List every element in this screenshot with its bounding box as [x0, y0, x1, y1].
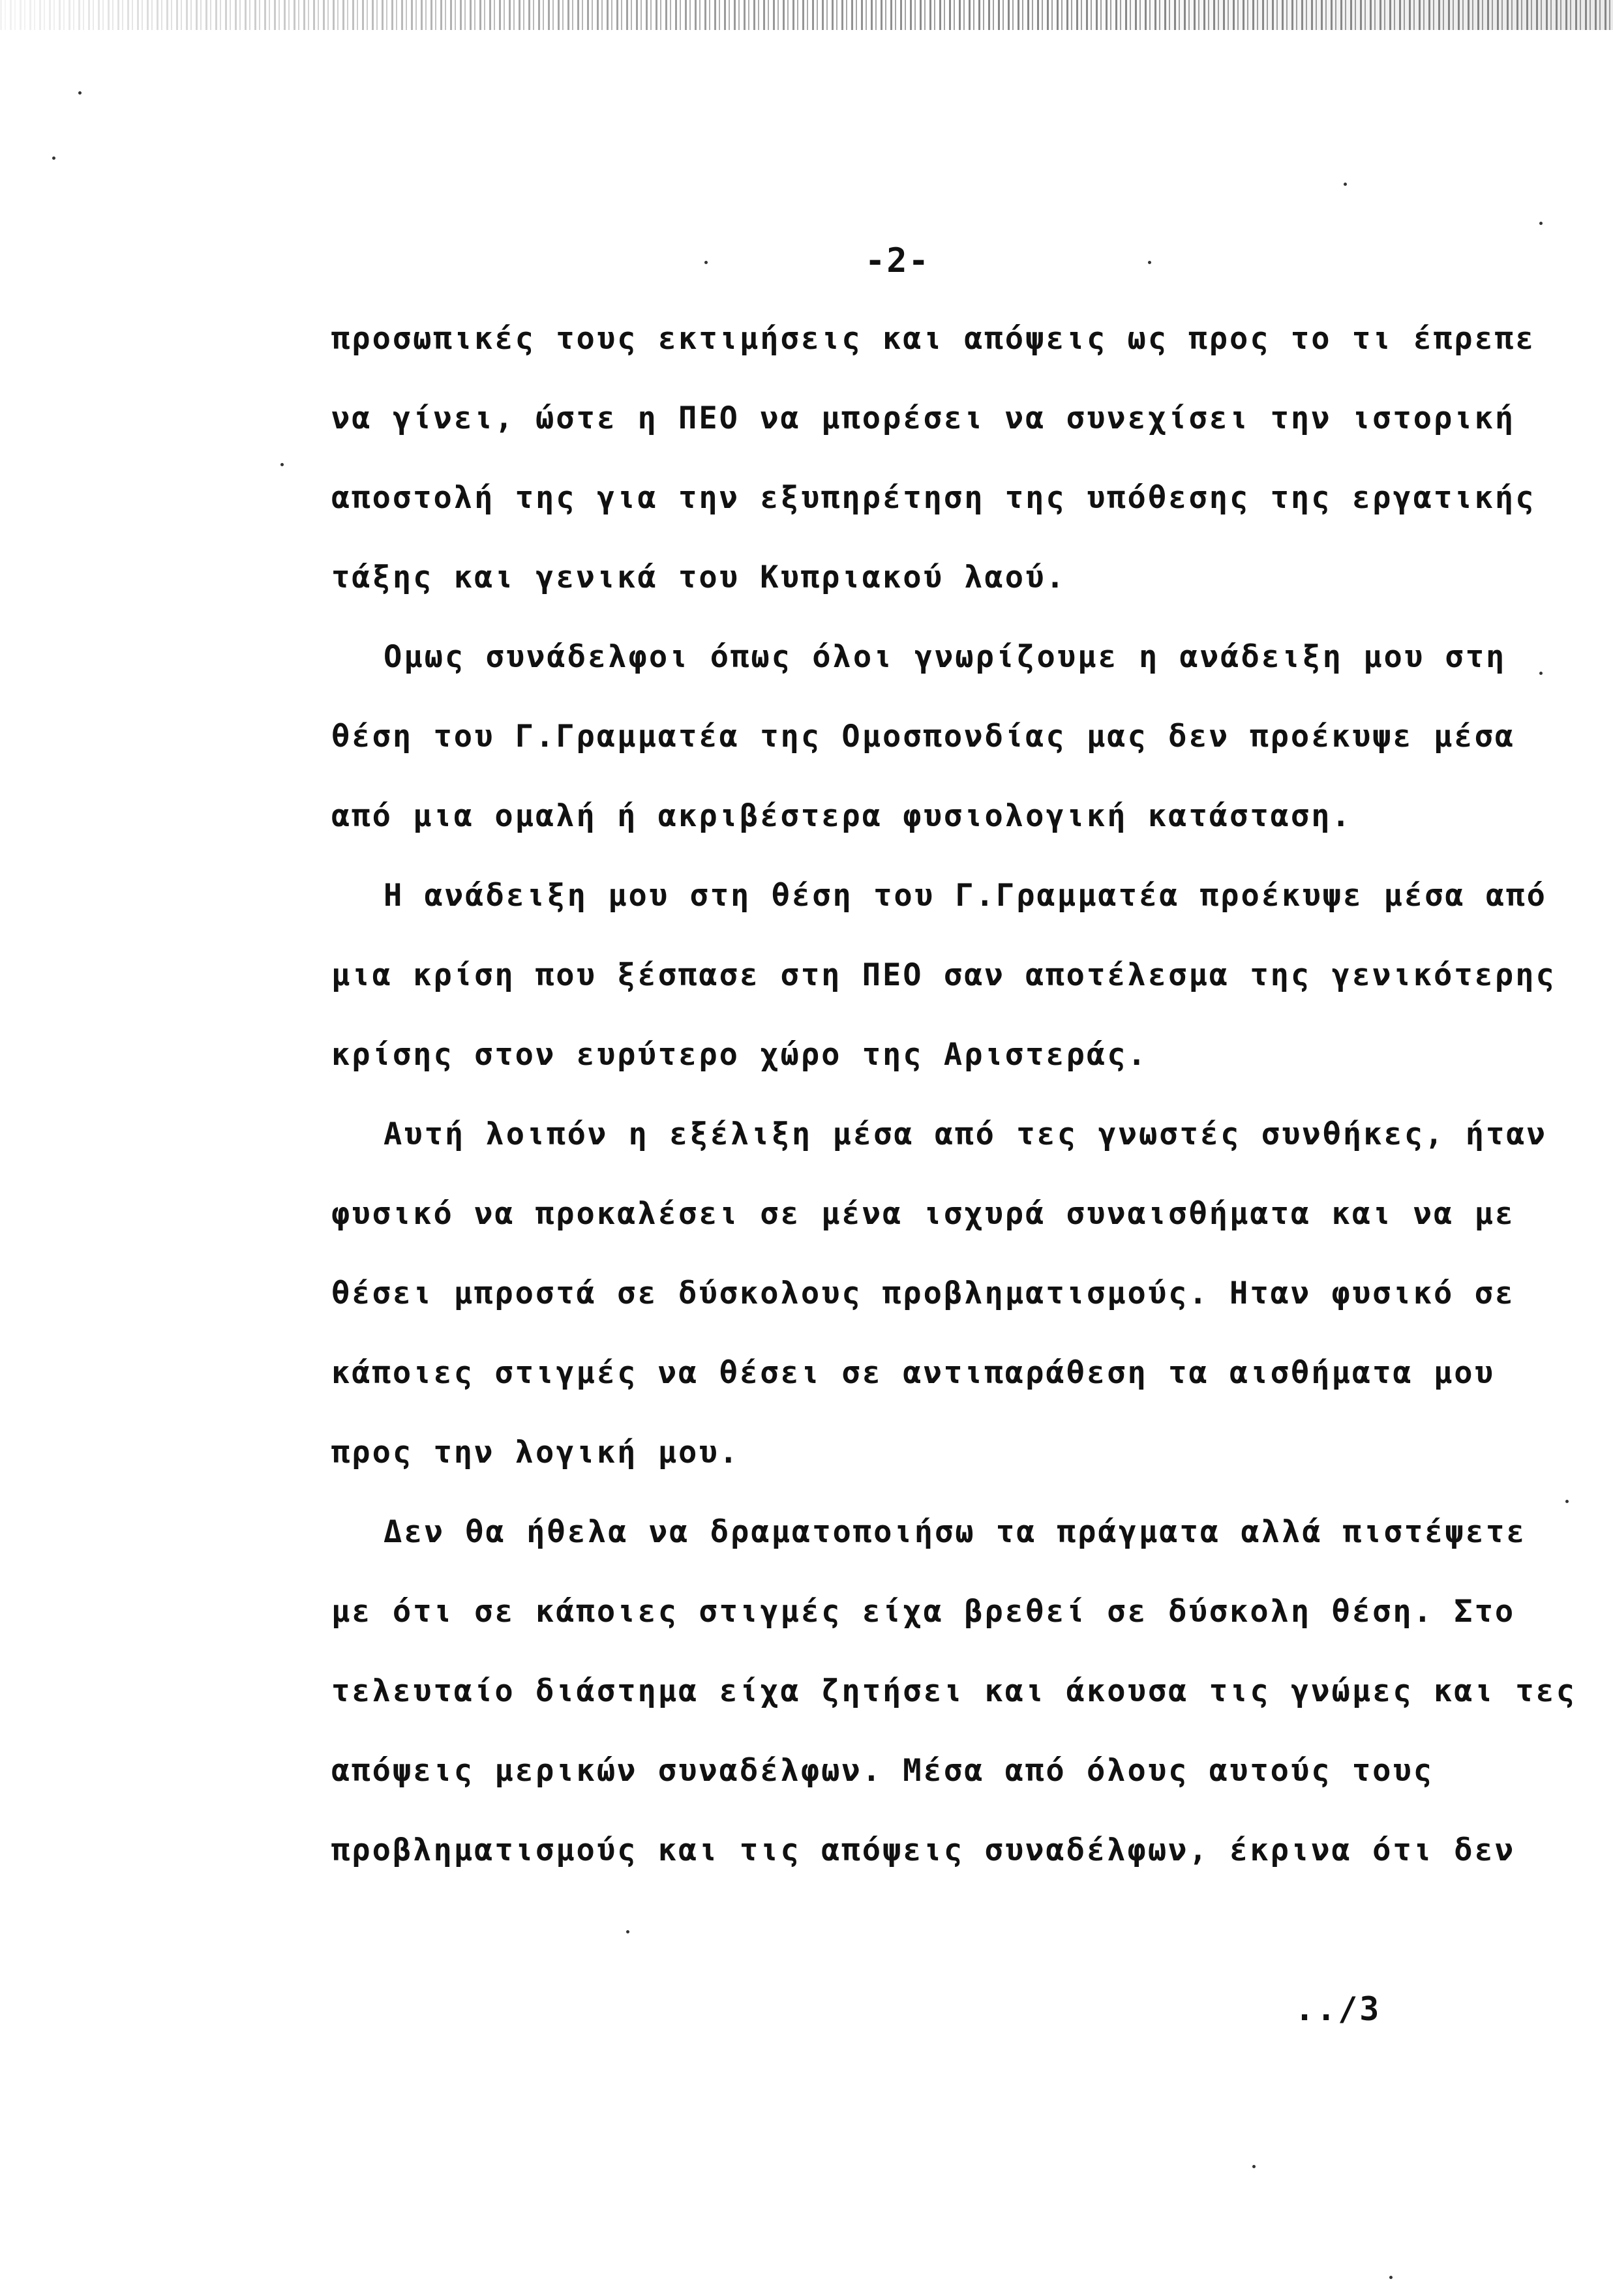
- text-line: κρίσης στον ευρύτερο χώρο της Αριστεράς.: [331, 1037, 1148, 1073]
- text-line-paragraph-start: Ομως συνάδελφοι όπως όλοι γνωρίζουμε η ανάδειξη μου στη: [384, 639, 1507, 675]
- body-text: [331, 320, 1577, 1911]
- scan-speck: [1539, 222, 1543, 225]
- scan-speck: [1252, 2165, 1256, 2168]
- text-line: φυσικό να προκαλέσει σε μένα ισχυρά συναισθήματα και να με: [331, 1196, 1516, 1232]
- text-line: προβληματισμούς και τις απόψεις συναδέλφων, έκρινα ότι δεν: [331, 1832, 1516, 1868]
- text-line: θέσει μπροστά σε δύσκολους προβληματισμούς. Ηταν φυσικό σε: [331, 1275, 1516, 1311]
- text-line-paragraph-start: Αυτή λοιπόν η εξέλιξη μέσα από τες γνωστές συνθήκες, ήταν: [384, 1116, 1547, 1152]
- text-line-paragraph-start: Δεν θα ήθελα να δραματοποιήσω τα πράγματα αλλά πιστέψετε: [384, 1514, 1527, 1550]
- scan-speck: [1148, 261, 1151, 264]
- text-line: με ότι σε κάποιες στιγμές είχα βρεθεί σε δύσκολη θέση. Στο: [331, 1594, 1516, 1630]
- text-line: αποστολή της για την εξυπηρέτηση της υπόθεσης της εργατικής: [331, 480, 1536, 516]
- text-line: κάποιες στιγμές να θέσει σε αντιπαράθεση τα αισθήματα μου: [331, 1355, 1495, 1391]
- text-line: τελευταίο διάστημα είχα ζητήσει και άκουσα τις γνώμες και τες: [331, 1673, 1577, 1709]
- text-line-paragraph-start: Η ανάδειξη μου στη θέση του Γ.Γραμματέα προέκυψε μέσα από: [384, 878, 1547, 914]
- scan-speck: [1344, 183, 1347, 186]
- text-line: μια κρίση που ξέσπασε στη ΠΕΟ σαν αποτέλεσμα της γενικότερης: [331, 957, 1556, 993]
- scan-speck: [1539, 672, 1543, 675]
- page-number: -2-: [865, 241, 930, 280]
- text-line: απόψεις μερικών συναδέλφων. Μέσα από όλους αυτούς τους: [331, 1753, 1434, 1789]
- scan-speck: [1389, 2276, 1393, 2279]
- text-line: από μια ομαλή ή ακριβέστερα φυσιολογική κατάσταση.: [331, 798, 1352, 834]
- scan-edge-noise: [0, 0, 1613, 30]
- scan-speck: [704, 261, 708, 264]
- continuation-marker: ../3: [1295, 1990, 1381, 2028]
- text-line: τάξης και γενικά του Κυπριακού λαού.: [331, 559, 1066, 595]
- scan-speck: [626, 1930, 629, 1933]
- scan-speck: [78, 91, 82, 95]
- text-line: θέση του Γ.Γραμματέα της Ομοσπονδίας μας δεν προέκυψε μέσα: [331, 719, 1516, 754]
- text-line: προς την λογική μου.: [331, 1435, 740, 1470]
- scan-speck: [280, 463, 284, 466]
- text-line: προσωπικές τους εκτιμήσεις και απόψεις ως προς το τι έπρεπε: [331, 321, 1536, 357]
- text-line: να γίνει, ώστε η ΠΕΟ να μπορέσει να συνεχίσει την ιστορική: [331, 400, 1516, 436]
- scan-speck: [52, 157, 55, 160]
- scan-speck: [1565, 1500, 1569, 1503]
